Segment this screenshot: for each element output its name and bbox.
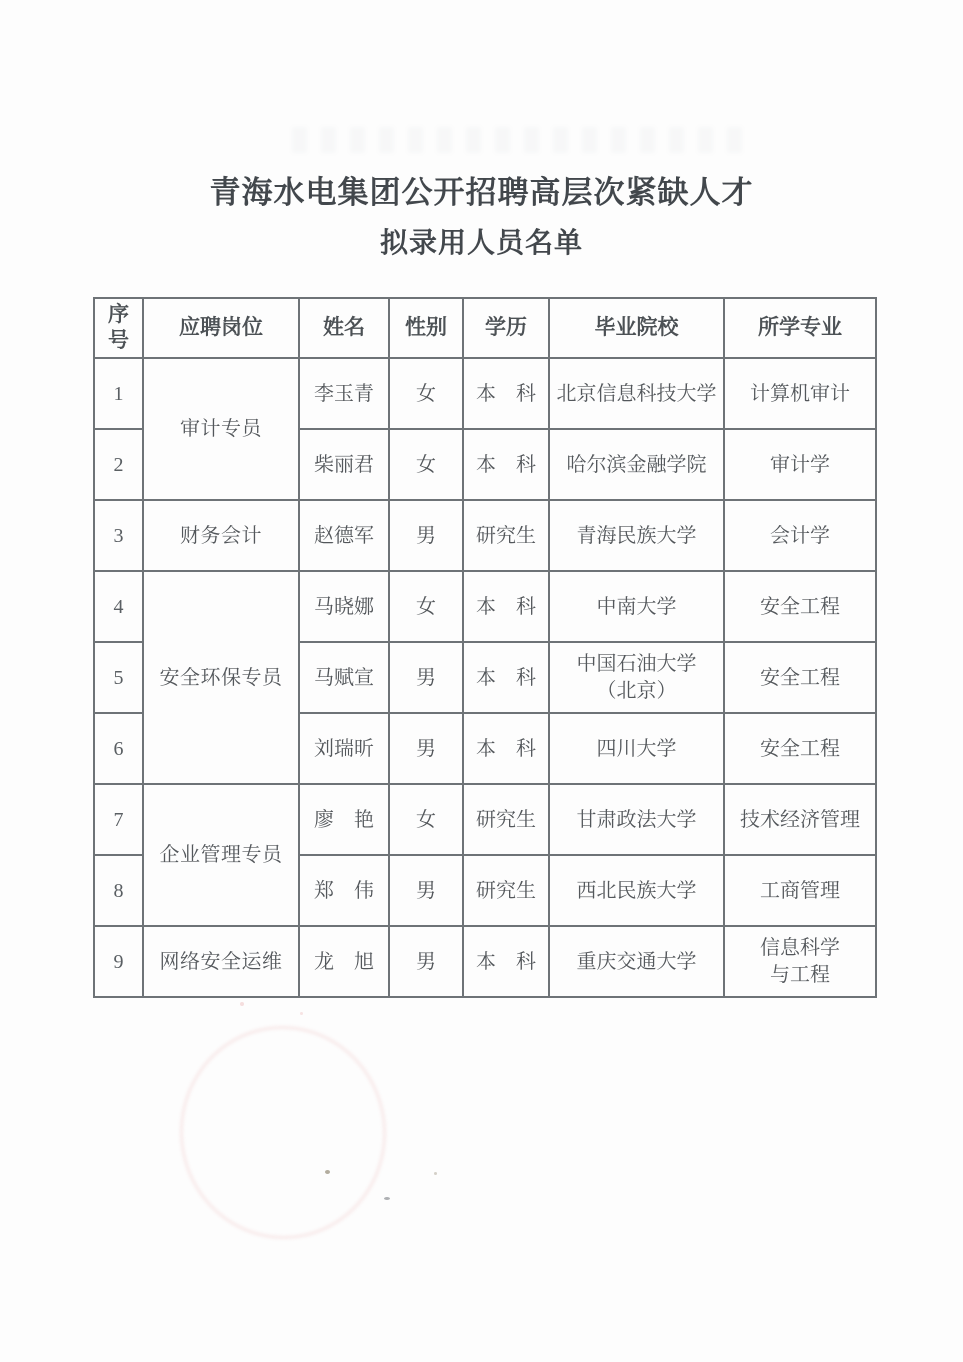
- column-header-education: 学历: [463, 298, 549, 358]
- scan-speck: [384, 1197, 390, 1200]
- scan-speck: [240, 1002, 244, 1006]
- cell-position: 企业管理专员: [143, 784, 299, 926]
- cell-major: [724, 926, 876, 997]
- cell-school: [549, 642, 724, 713]
- cell-no: 4: [94, 571, 143, 642]
- cell-education: 本 科: [463, 429, 549, 500]
- cell-gender: 女: [389, 429, 463, 500]
- table-row: [94, 784, 876, 855]
- cell-no: 2: [94, 429, 143, 500]
- cell-name: 马晓娜: [299, 571, 389, 642]
- column-header-position: 应聘岗位: [143, 298, 299, 358]
- cell-no: 8: [94, 855, 143, 926]
- cell-gender: 男: [389, 855, 463, 926]
- cell-education: 本 科: [463, 713, 549, 784]
- cell-major: 技术经济管理: [724, 784, 876, 855]
- cell-education: 研究生: [463, 784, 549, 855]
- cell-education: 本 科: [463, 642, 549, 713]
- school-line2: （北京）: [596, 679, 677, 702]
- scan-speck: [300, 1012, 303, 1015]
- school-line1: 中国石油大学: [576, 652, 697, 675]
- cell-name: 刘瑞昕: [299, 713, 389, 784]
- cell-no: 9: [94, 926, 143, 997]
- cell-gender: 男: [389, 500, 463, 571]
- major-line1: 信息科学: [760, 936, 840, 959]
- faded-stamp-artifact: [169, 1016, 396, 1249]
- document-title-block: [0, 167, 963, 261]
- cell-major: 会计学: [724, 500, 876, 571]
- cell-education: 本 科: [463, 571, 549, 642]
- cell-major: 工商管理: [724, 855, 876, 926]
- major-line2: 与工程: [770, 963, 830, 986]
- cell-gender: 男: [389, 642, 463, 713]
- cell-education: 研究生: [463, 855, 549, 926]
- table-row: [94, 500, 876, 571]
- column-header-gender: 性别: [389, 298, 463, 358]
- cell-gender: 女: [389, 358, 463, 429]
- column-header-name: 姓名: [299, 298, 389, 358]
- cell-name: 郑 伟: [299, 855, 389, 926]
- cell-gender: 男: [389, 713, 463, 784]
- header-row: [94, 298, 876, 358]
- cell-position: 财务会计: [143, 500, 299, 571]
- cell-school: 青海民族大学: [549, 500, 724, 571]
- table-row: [94, 926, 876, 997]
- cell-education: 研究生: [463, 500, 549, 571]
- cell-name: 赵德军: [299, 500, 389, 571]
- cell-education: 本 科: [463, 926, 549, 997]
- cell-no: 6: [94, 713, 143, 784]
- cell-major: 安全工程: [724, 642, 876, 713]
- cell-no: 1: [94, 358, 143, 429]
- scan-speck: [434, 1172, 437, 1175]
- cell-position: 审计专员: [143, 358, 299, 500]
- cell-education: 本 科: [463, 358, 549, 429]
- cell-school: 西北民族大学: [549, 855, 724, 926]
- cell-position: 网络安全运维: [143, 926, 299, 997]
- cell-major: 计算机审计: [724, 358, 876, 429]
- cell-name: 李玉青: [299, 358, 389, 429]
- scan-speck: [325, 1170, 330, 1174]
- cell-major: 安全工程: [724, 571, 876, 642]
- column-header-no: 序号: [94, 298, 143, 358]
- cell-no: 7: [94, 784, 143, 855]
- column-header-school: 毕业院校: [549, 298, 724, 358]
- cell-school: 北京信息科技大学: [549, 358, 724, 429]
- cell-position: 安全环保专员: [143, 571, 299, 784]
- recruitment-roster-table: [93, 297, 877, 998]
- cell-school: 哈尔滨金融学院: [549, 429, 724, 500]
- cell-name: 马赋宣: [299, 642, 389, 713]
- cell-gender: 女: [389, 784, 463, 855]
- cell-name: 柴丽君: [299, 429, 389, 500]
- document-title: 青海水电集团公开招聘高层次紧缺人才: [209, 175, 754, 210]
- table-row: [94, 358, 876, 429]
- cell-school: 中南大学: [549, 571, 724, 642]
- cell-school: 甘肃政法大学: [549, 784, 724, 855]
- cell-no: 5: [94, 642, 143, 713]
- column-header-major: 所学专业: [724, 298, 876, 358]
- cell-no: 3: [94, 500, 143, 571]
- cell-school: 四川大学: [549, 713, 724, 784]
- cell-major: 审计学: [724, 429, 876, 500]
- table-row: [94, 571, 876, 642]
- cell-school: 重庆交通大学: [549, 926, 724, 997]
- cell-major: 安全工程: [724, 713, 876, 784]
- cell-name: 廖 艳: [299, 784, 389, 855]
- cell-gender: 女: [389, 571, 463, 642]
- cell-name: 龙 旭: [299, 926, 389, 997]
- document-subtitle: 拟录用人员名单: [379, 228, 583, 259]
- cell-gender: 男: [389, 926, 463, 997]
- bleedthrough-artifact: [292, 127, 744, 153]
